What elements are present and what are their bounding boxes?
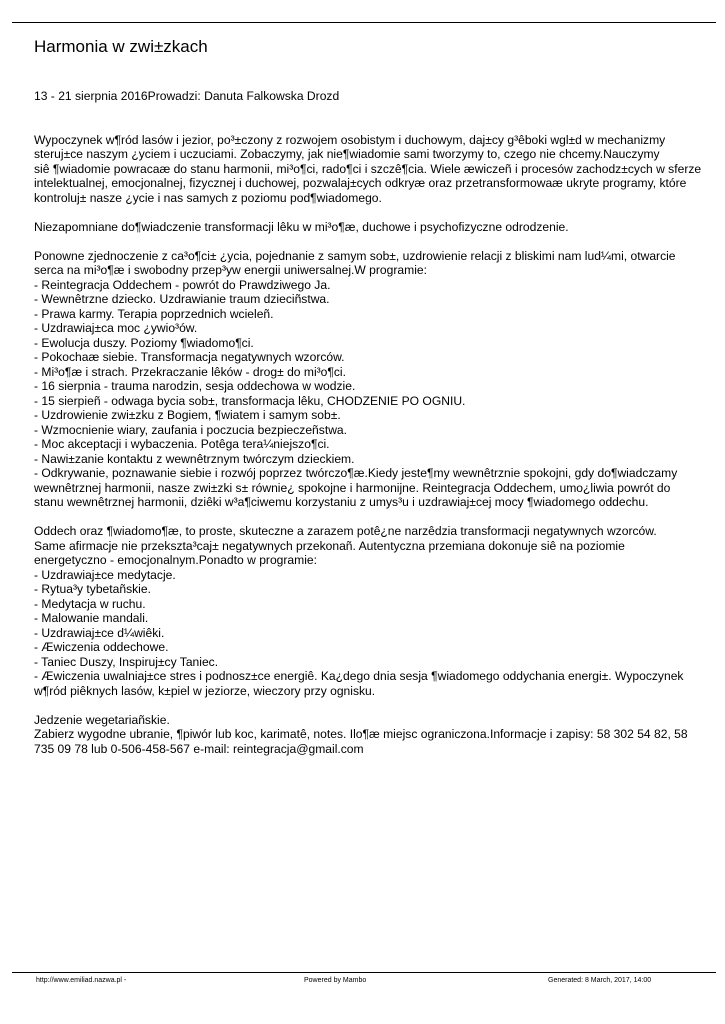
blank-line xyxy=(34,698,714,713)
bottom-divider xyxy=(12,972,716,973)
article-body xyxy=(34,89,714,756)
footer-powered-by: Powered by Mambo xyxy=(304,977,367,984)
body-line: - Prawa karmy. Terapia poprzednich wcieleñ. xyxy=(34,306,274,321)
body-line: - Uzdrowienie zwi±zku z Bogiem, ¶wiatem i samym sob±. xyxy=(34,408,341,422)
blank-line xyxy=(34,234,714,249)
body-line: 13 - 21 sierpnia 2016Prowadzi: Danuta Falkowska Drozd xyxy=(34,89,340,103)
body-line: - Wzmocnienie wiary, zaufania i poczucia bezpieczeñstwa. xyxy=(34,422,348,437)
body-line: intelektualnej, emocjonalnej, fizycznej i duchowej, pozwalaj±cych odkryæ oraz przetransformowaæ ukryte programy, które xyxy=(34,176,687,190)
body-line: - Wewnêtrzne dziecko. Uzdrawianie traum dzieciñstwa. xyxy=(34,292,330,306)
body-line: steruj±ce naszym ¿yciem i uczuciami. Zobaczymy, jak nie¶wiadomie sami tworzymy to, czego nie chcemy.Nauczymy xyxy=(34,147,660,161)
body-line: - 16 sierpnia - trauma narodzin, sesja oddechowa w wodzie. xyxy=(34,379,356,393)
body-line: - Reintegracja Oddechem - powrót do Prawdziwego Ja. xyxy=(34,277,331,292)
body-line: - Uzdrawiaj±ce d¼wiêki. xyxy=(34,625,165,640)
body-line: - Pokochaæ siebie. Transformacja negatywnych wzorców. xyxy=(34,350,345,364)
body-line: - Moc akceptacji i wybaczenia. Potêga tera¼niejszo¶ci. xyxy=(34,437,330,451)
body-line: kontroluj± nasze ¿ycie i nas samych z poziomu pod¶wiadomego. xyxy=(34,190,382,205)
blank-line xyxy=(34,205,714,220)
top-divider xyxy=(12,22,716,23)
body-line: Ponowne zjednoczenie z ca³o¶ci± ¿ycia, pojednanie z samym sob±, uzdrowienie relacji z bliskimi nam lud¼mi, otwarcie xyxy=(34,248,676,263)
body-line: 735 09 78 lub 0-506-458-567 e-mail: reintegracja@gmail.com xyxy=(34,741,364,756)
body-line: serca na mi³o¶æ i swobodny przep³yw energii uniwersalnej.W programie: xyxy=(34,263,427,277)
body-line: energetyczno - emocjonalnym.Ponadto w programie: xyxy=(34,553,318,567)
body-line: Niezapomniane do¶wiadczenie transformacji lêku w mi³o¶æ, duchowe i psychofizyczne odrodzenie. xyxy=(34,219,569,234)
body-line: - Odkrywanie, poznawanie siebie i rozwój poprzez twórczo¶æ.Kiedy jeste¶my wewnêtrznie spokojni, gdy do¶wiadczamy xyxy=(34,466,678,480)
body-line: - Uzdrawiaj±ce medytacje. xyxy=(34,567,176,582)
blank-line xyxy=(34,510,714,525)
body-line: stanu wewnêtrznej harmonii, dziêki w³a¶ciwemu korzystaniu z umys³u i uzdrawiaj±cej mocy ¶wiadomego oddechu. xyxy=(34,495,649,509)
body-line: - Uzdrawiaj±ca moc ¿ywio³ów. xyxy=(34,321,198,335)
body-line: siê ¶wiadomie powracaæ do stanu harmonii, mi³o¶ci, rado¶ci i szczê¶cia. Wiele æwiczeñ i procesów zachodz±cych w sferze xyxy=(34,161,702,176)
page-title: Harmonia w zwi±zkach xyxy=(34,37,208,56)
body-line: Oddech oraz ¶wiadomo¶æ, to proste, skuteczne a zarazem potê¿ne narzêdzia transformacji negatywnych wzorców. xyxy=(34,524,657,538)
body-line: Zabierz wygodne ubranie, ¶piwór lub koc, karimatê, notes. Ilo¶æ miejsc ograniczona.Informacje i zapisy: 58 302 54 82, 58 xyxy=(34,727,688,741)
footer-generated: Generated: 8 March, 2017, 14:00 xyxy=(548,977,652,984)
body-line: Same afirmacje nie przekszta³caj± negatywnych przekonañ. Autentyczna przemiana dokonuje siê na poziomie xyxy=(34,538,625,553)
body-line: - Æwiczenia uwalniaj±ce stres i podnosz±ce energiê. Ka¿dego dnia sesja ¶wiadomego oddychania energi±. Wypoczynek xyxy=(34,669,684,683)
body-line: Wypoczynek w¶ród lasów i jezior, po³±czony z rozwojem osobistym i duchowym, daj±cy g³êboki wgl±d w mechanizmy xyxy=(34,132,666,147)
body-line: - Rytua³y tybetañskie. xyxy=(34,582,151,596)
body-line: - Medytacja w ruchu. xyxy=(34,596,146,611)
body-line: - Taniec Duszy, Inspiruj±cy Taniec. xyxy=(34,654,219,669)
footer-url: http://www.emiliad.nazwa.pl - xyxy=(36,977,127,984)
body-line: Jedzenie wegetariañskie. xyxy=(34,712,170,727)
body-line: - 15 sierpieñ - odwaga bycia sob±, transformacja lêku, CHODZENIE PO OGNIU. xyxy=(34,393,466,408)
body-line: w¶ród piêknych lasów, k±piel w jeziorze, wieczory przy ognisku. xyxy=(34,683,376,698)
body-line: - Mi³o¶æ i strach. Przekraczanie lêków - drog± do mi³o¶ci. xyxy=(34,364,346,379)
blank-line xyxy=(34,104,714,119)
body-line: - Ewolucja duszy. Poziomy ¶wiadomo¶ci. xyxy=(34,335,254,350)
body-line: - Malowanie mandali. xyxy=(34,611,149,625)
body-line: - Nawi±zanie kontaktu z wewnêtrznym twórczym dzieckiem. xyxy=(34,451,355,466)
body-line: wewnêtrznej harmonii, nasze zwi±zki s± równie¿ spokojne i harmonijne. Reintegracja Oddechem, umo¿liwia powrót do xyxy=(34,480,671,495)
blank-line xyxy=(34,118,714,133)
body-line: - Æwiczenia oddechowe. xyxy=(34,640,169,654)
